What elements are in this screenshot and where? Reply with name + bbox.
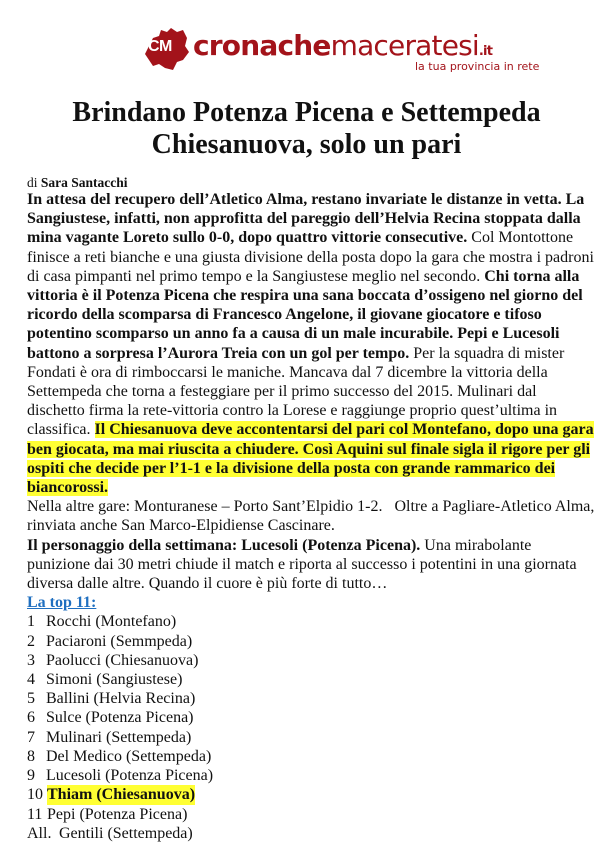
player-week-bold: Il personaggio della settimana: Lucesoli (Potenza Picena). bbox=[27, 536, 421, 554]
list-item bbox=[27, 632, 597, 651]
list-item-number: 11 bbox=[27, 805, 43, 823]
title-line-1: Brindano Potenza Picena e Settempeda bbox=[72, 97, 541, 128]
list-item-number: 8 bbox=[27, 747, 35, 765]
paragraph-main bbox=[27, 190, 597, 497]
list-item-name: Simoni (Sangiustese) bbox=[46, 671, 183, 689]
text-normal-2: Per la squadra di mister Fondati è ora di rimboccarsi le maniche. Mancava dal 7 dicembre la vittoria della Settempeda che torna a festeggiare per il primo successo del 2015. Mulinari dal dischetto firma la rete-vittoria contro la Lorese e raggiunge proprio quest’ultima in classifica. bbox=[27, 344, 565, 439]
paragraph-player-of-week bbox=[27, 536, 597, 594]
paragraph-other-games: Nella altre gare: Monturanese – Porto Sant’Elpidio 1-2. Oltre a Pagliare-Atletico Alma, rinviata anche San Marco-Elpidiense Cascinare. bbox=[27, 498, 599, 535]
list-item-number: 9 bbox=[27, 767, 35, 785]
list-item-name: Lucesoli (Potenza Picena) bbox=[46, 767, 214, 785]
site-name-part2: maceratesi bbox=[330, 29, 479, 62]
list-item-name: Thiam (Chiesanuova) bbox=[47, 786, 196, 804]
site-name-part1: cronache bbox=[193, 29, 331, 62]
list-item-number: 4 bbox=[27, 671, 35, 689]
list-item-name: Ballini (Helvia Recina) bbox=[46, 690, 196, 708]
list-item-name: Paciaroni (Semmpeda) bbox=[46, 632, 193, 650]
list-item-number: 2 bbox=[27, 632, 35, 650]
top11-list bbox=[27, 612, 597, 842]
list-item bbox=[27, 708, 597, 727]
list-item-name: Paolucci (Chiesanuova) bbox=[46, 651, 199, 669]
lead-bold: In attesa del recupero dell’Atletico Alma, restano invariate le distanze in vetta. La Sangiustese, infatti, non approfitta del pareggio dell’Helvia Recina stoppata dalla mina vagante Loreto sullo 0-0, dopo quattro vittorie consecutive. bbox=[27, 191, 585, 247]
top11-heading[interactable]: La top 11: bbox=[27, 594, 97, 612]
list-item-number: 10 bbox=[27, 786, 43, 804]
logo-badge: CM bbox=[148, 38, 172, 55]
list-item-number: All. bbox=[27, 824, 52, 842]
byline bbox=[27, 175, 597, 190]
list-item-name: Gentili (Settempeda) bbox=[59, 824, 193, 842]
list-item-name: Mulinari (Settempeda) bbox=[46, 728, 192, 746]
list-item bbox=[27, 728, 597, 747]
list-item-number: 5 bbox=[27, 690, 35, 708]
list-item-name: Del Medico (Settempeda) bbox=[46, 747, 212, 765]
list-item bbox=[27, 651, 597, 670]
list-item-name: Sulce (Potenza Picena) bbox=[46, 709, 194, 727]
list-item bbox=[27, 824, 597, 843]
list-item bbox=[27, 612, 597, 631]
author-name: Sara Santacchi bbox=[40, 175, 128, 190]
article-title bbox=[40, 97, 573, 161]
byline-prefix: di bbox=[27, 175, 41, 190]
site-logo[interactable] bbox=[143, 26, 540, 78]
list-item-number: 1 bbox=[27, 613, 35, 631]
list-item bbox=[27, 670, 597, 689]
list-item-number: 3 bbox=[27, 651, 35, 669]
text-bold-2: Chi torna alla vittoria è il Potenza Picena che respira una sana boccata d’ossigeno nel giorno del ricordo della scomparsa di Francesco Angelone, il giovane giocatore e tifoso potentino scomparso un anno fa a causa di un male incurabile. Pepi e Lucesoli battono a sorpresa l’Aurora Treia con un gol per tempo. bbox=[27, 267, 583, 362]
list-item bbox=[27, 785, 597, 804]
list-item-name: Pepi (Potenza Picena) bbox=[47, 805, 188, 823]
list-item-number: 7 bbox=[27, 728, 35, 746]
player-week-text: Una mirabolante punizione dai 30 metri chiude il match e riporta al successo i potentini in una giornata diversa dalle altre. Quando il cuore è più forte di tutto… bbox=[27, 536, 577, 593]
list-item-number: 6 bbox=[27, 709, 35, 727]
list-item-name: Rocchi (Montefano) bbox=[46, 613, 177, 631]
list-item bbox=[27, 766, 597, 785]
text-normal-1: Col Montottone finisce a reti bianche e una giusta divisione della posta dopo la gara che mostra i padroni di casa pimpanti nel primo tempo e la Sangiustese meglio nel secondo. bbox=[27, 229, 594, 285]
article-body bbox=[27, 175, 597, 843]
site-tld: .it bbox=[478, 44, 493, 59]
list-item bbox=[27, 747, 597, 766]
list-item bbox=[27, 689, 597, 708]
highlighted-text: Il Chiesanuova deve accontentarsi del pari col Montefano, dopo una gara ben giocata, ma mai riuscita a chiudere. Così Aquini sul finale sigla il rigore per gli ospiti che decide per l’1-1 e la divisione della posta con grande rammarico dei biancorossi. bbox=[27, 421, 594, 497]
list-item bbox=[27, 805, 597, 824]
title-line-2: Chiesanuova, solo un pari bbox=[151, 129, 462, 160]
site-tagline: la tua provincia in rete bbox=[415, 60, 540, 73]
